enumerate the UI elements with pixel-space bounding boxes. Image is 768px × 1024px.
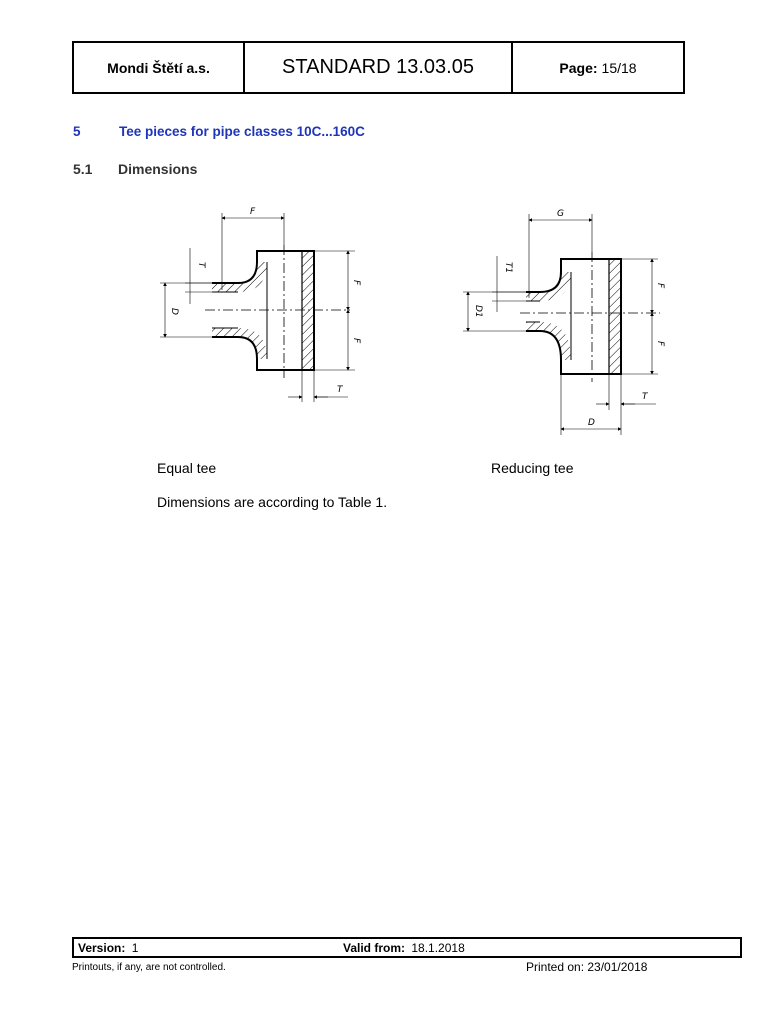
equal-label-f-lower: F: [351, 338, 361, 344]
standard-title: STANDARD 13.03.05: [245, 43, 513, 92]
technical-drawings: [0, 0, 768, 450]
equal-label-f-upper: F: [351, 280, 361, 286]
valid-from-label: Valid from:: [343, 940, 406, 955]
subsection-number: 5.1: [73, 161, 93, 177]
document-footer: [72, 937, 742, 958]
reducing-label-f-upper: F: [655, 283, 665, 289]
equal-label-d: D: [169, 308, 179, 315]
equal-tee-drawing: [160, 207, 361, 402]
version-field: [74, 941, 343, 955]
reducing-label-t1: T1: [503, 262, 513, 274]
section-number: 5: [73, 124, 81, 139]
printed-on: Printed on: 23/01/2018: [526, 960, 648, 974]
equal-tee-caption: Equal tee: [157, 460, 217, 476]
reducing-label-t: T: [642, 392, 648, 402]
reducing-tee-drawing: [463, 209, 665, 435]
printouts-note: Printouts, if any, are not controlled.: [72, 962, 226, 973]
company-name: Mondi Štětí a.s.: [74, 43, 245, 92]
reducing-label-d: D: [588, 418, 595, 428]
dimensions-note: Dimensions are according to Table 1.: [157, 494, 388, 510]
version-label: Version:: [78, 940, 126, 955]
page-label: Page:: [559, 59, 598, 76]
reducing-label-g-top: G: [557, 209, 564, 219]
valid-from-field: [343, 941, 465, 955]
reducing-label-d1: D1: [473, 305, 483, 318]
subsection-title: Dimensions: [118, 161, 198, 177]
valid-from-value: 18.1.2018: [411, 940, 465, 955]
reducing-tee-caption: Reducing tee: [491, 460, 574, 476]
reducing-label-f-lower: F: [655, 341, 665, 347]
equal-label-f-top: F: [250, 207, 256, 217]
equal-label-t-branch: T: [196, 262, 206, 268]
section-title: Tee pieces for pipe classes 10C...160C: [119, 124, 365, 139]
equal-label-t: T: [337, 385, 343, 395]
page-value: 15/18: [601, 59, 637, 76]
version-value: 1: [131, 940, 139, 955]
